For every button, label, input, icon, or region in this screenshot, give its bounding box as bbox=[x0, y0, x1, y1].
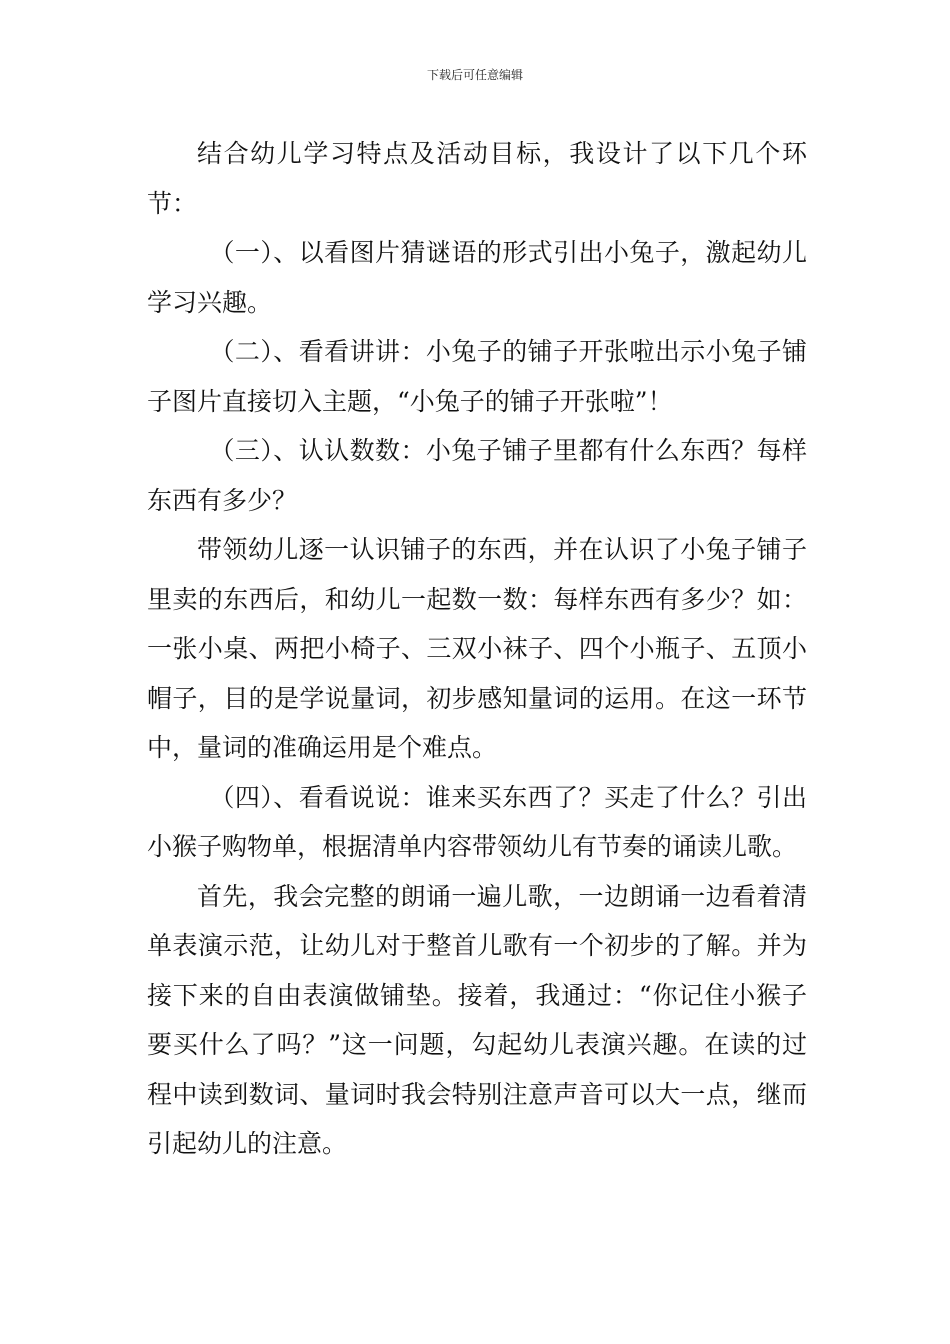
paragraph-step-4: （四）、看看说说：谁来买东西了？买走了什么？引出小猴子购物单，根据清单内容带领幼儿有节奏的诵读儿歌。 bbox=[147, 782, 807, 861]
paragraph-intro: 结合幼儿学习特点及活动目标，我设计了以下几个环节： bbox=[147, 139, 807, 218]
paragraph-step-2: （二）、看看讲讲：小兔子的铺子开张啦出示小兔子铺子图片直接切入主题，“小兔子的铺子开张啦”！ bbox=[147, 337, 807, 416]
paragraph-step-1: （一）、以看图片猜谜语的形式引出小兔子，激起幼儿学习兴趣。 bbox=[147, 238, 807, 317]
paragraph-step-3-detail: 带领幼儿逐一认识铺子的东西，并在认识了小兔子铺子里卖的东西后，和幼儿一起数一数：每样东西有多少？如：一张小桌、两把小椅子、三双小袜子、四个小瓶子、五顶小帽子，目的是学说量词，初步感知量词的运用。在这一环节中，量词的准确运用是个难点。 bbox=[147, 535, 807, 762]
paragraph-step-4-detail: 首先，我会完整的朗诵一遍儿歌，一边朗诵一边看着清单表演示范，让幼儿对于整首儿歌有一个初步的了解。并为接下来的自由表演做铺垫。接着，我通过：“你记住小猴子要买什么了吗？”这一问题，勾起幼儿表演兴趣。在读的过程中读到数词、量词时我会特别注意声音可以大一点，继而引起幼儿的注意。 bbox=[147, 881, 807, 1158]
paragraph-step-3: （三）、认认数数：小兔子铺子里都有什么东西？每样东西有多少？ bbox=[147, 436, 807, 515]
document-body bbox=[147, 129, 807, 1169]
page-header: 下载后可任意编辑 bbox=[426, 68, 523, 82]
